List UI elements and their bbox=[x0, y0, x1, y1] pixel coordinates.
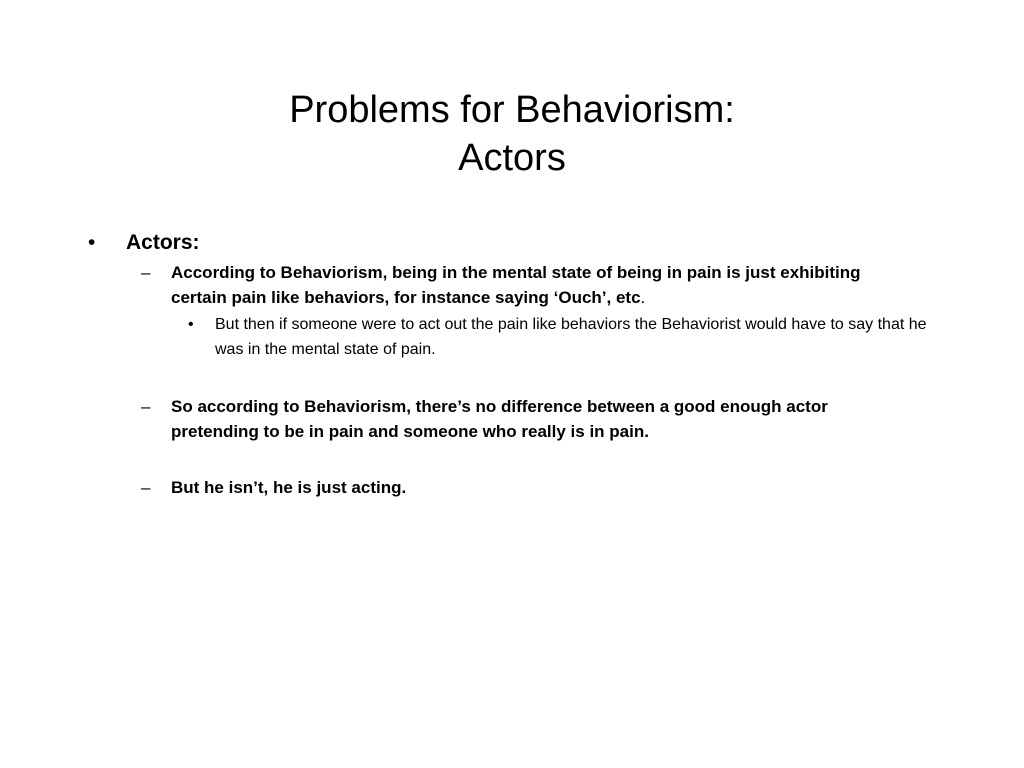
dash-marker: – bbox=[141, 478, 151, 497]
definition-period: . bbox=[640, 288, 646, 307]
sub-sub-bullet-actor-example-text: But then if someone were to act out the pain like behaviors the Behaviorist would have to say that he was in the mental state of pain. bbox=[215, 316, 927, 358]
slide-title-line-1: Problems for Behaviorism: bbox=[289, 89, 735, 131]
bullet-marker: • bbox=[188, 316, 194, 333]
sub-bullet-no-difference-text: So according to Behaviorism, there’s no difference between a good enough actor pretending to be in pain and someone who really is in pain. bbox=[171, 397, 828, 441]
slide-title bbox=[0, 86, 1024, 182]
definition-bold-text: According to Behaviorism, being in the mental state of being in pain is just exhibiting certain pain like behaviors, for instance saying ‘Ouch’, etc bbox=[171, 263, 861, 307]
slide-title-line-2: Actors bbox=[458, 137, 566, 179]
dash-marker: – bbox=[141, 397, 151, 416]
sub-bullet-behaviorism-definition-text bbox=[171, 260, 901, 310]
bullet-actors-label: Actors: bbox=[126, 231, 200, 254]
sub-bullet-just-acting-text: But he isn’t, he is just acting. bbox=[171, 478, 407, 497]
bullet-marker: • bbox=[88, 231, 96, 254]
dash-marker: – bbox=[141, 263, 151, 282]
